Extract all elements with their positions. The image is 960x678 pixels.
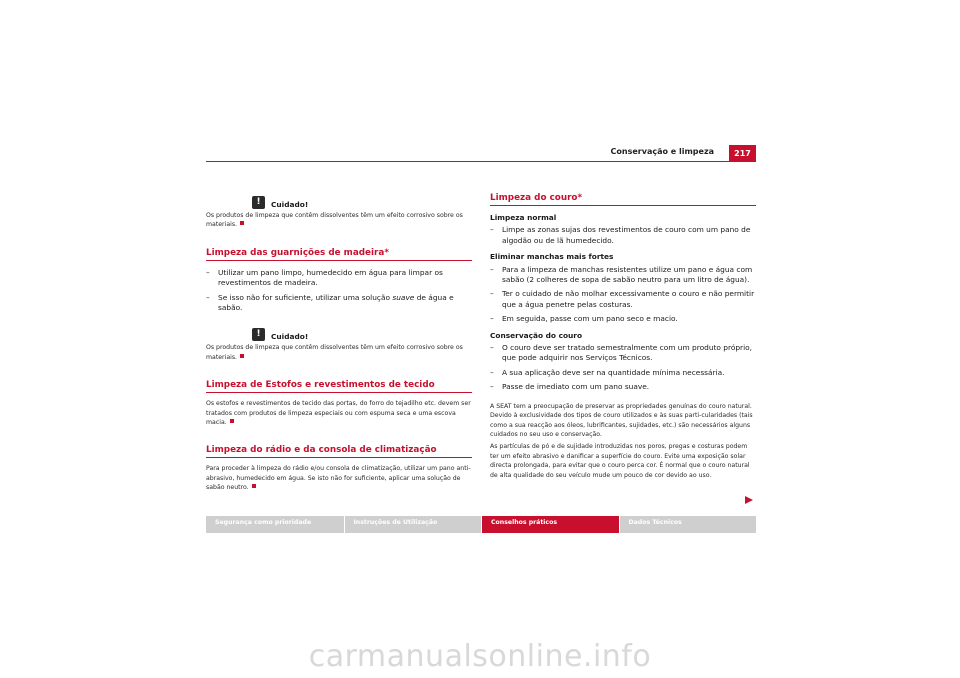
list-item: – Passe de imediato com um pano suave.	[490, 382, 756, 392]
caution-title: Cuidado!	[271, 200, 309, 209]
header-rule	[206, 161, 756, 162]
caution-text: Os produtos de limpeza que contêm dissolventes têm um efeito corrosivo sobre os materiais.	[206, 212, 463, 229]
page-number: 217	[729, 145, 756, 162]
list-item: – Utilizar um pano limpo, humedecido em água para limpar os revestimentos de madeira.	[206, 268, 472, 289]
fabric-text: Os estofos e revestimentos de tecido das portas, do forro do tejadilho etc. devem ser tratados com produtos de limpeza especiais ou com espuma seca e uma escova macia.	[206, 400, 471, 427]
subheading-normal: Limpeza normal	[490, 213, 557, 222]
warning-icon: !	[252, 328, 265, 341]
caution-title: Cuidado!	[271, 332, 309, 342]
page-title: Conservação e limpeza	[610, 147, 714, 156]
section-heading-leather: Limpeza do couro*	[490, 193, 756, 206]
warning-icon: !	[252, 196, 265, 209]
nav-tab-practical-tips[interactable]: Conselhos práticos	[481, 516, 619, 533]
stains-list	[490, 265, 756, 325]
list-item: – Se isso não for suficiente, utilizar uma solução suave de água e sabão.	[206, 293, 472, 314]
nav-tab-technical-data[interactable]: Dados Técnicos	[619, 516, 757, 533]
leather-note-1: A SEAT tem a preocupação de preservar as propriedades genuínas do couro natural. Devido à exclusividade dos tipos de couro utilizados e às suas parti-cularidades (tais como a sua reacção aos óleos, lubrificantes, sujidades, etc.) são necessários alguns cuidados no seu uso e conservação.	[490, 402, 753, 438]
left-column	[206, 193, 472, 493]
list-item: – O couro deve ser tratado semestralmente com um produto próprio, que pode adquirir nos Serviços Técnicos.	[490, 343, 756, 364]
end-marker	[240, 354, 244, 358]
right-column	[490, 193, 756, 480]
subheading-conservation: Conservação do couro	[490, 330, 583, 340]
section-heading-wood: Limpeza das guarnições de madeira*	[206, 248, 472, 261]
radio-text: Para proceder à limpeza do rádio e/ou consola de climatização, utilizar um pano anti-abrasivo, humedecido em água. Se isto não for suficiente, aplicar uma solução de sabão neutro.	[206, 465, 471, 492]
section-heading-radio: Limpeza do rádio e da consola de climatização	[206, 445, 472, 458]
section-heading-fabric: Limpeza de Estofos e revestimentos de tecido	[206, 380, 472, 393]
list-item: – Em seguida, passe com um pano seco e macio.	[490, 314, 756, 324]
wood-list	[206, 268, 472, 314]
end-marker	[230, 419, 234, 423]
subheading-stains: Eliminar manchas mais fortes	[490, 252, 614, 262]
watermark: carmanualsonline.info	[308, 639, 652, 674]
list-item: – Ter o cuidado de não molhar excessivamente o couro e não permitir que a água penetre pelas costuras.	[490, 289, 756, 310]
list-item: – Limpe as zonas sujas dos revestimentos de couro com um pano de algodão ou de lã humedecido.	[490, 225, 756, 246]
end-marker	[252, 484, 256, 488]
list-item: – Para a limpeza de manchas resistentes utilize um pano e água com sabão (2 colheres de sopa de sabão neutro para um litro de água).	[490, 265, 756, 286]
continue-arrow-icon	[745, 496, 753, 504]
normal-list	[490, 225, 756, 246]
list-item: – A sua aplicação deve ser na quantidade mínima necessária.	[490, 368, 756, 378]
leather-note-2: As partículas de pó e de sujidade introduzidas nos poros, pregas e costuras podem ter um efeito abrasivo e danificar a superfície do couro. Evite uma exposição solar directa prolongada, para evitar que o couro perca cor. É normal que o couro natural de alta qualidade do seu veículo mude um pouco de cor devido ao uso.	[490, 443, 750, 479]
caution-box-1	[206, 193, 472, 209]
caution-box-2	[206, 325, 472, 341]
page-header	[206, 145, 756, 162]
nav-tab-safety[interactable]: Segurança como prioridade	[206, 516, 344, 533]
caution-text: Os produtos de limpeza que contêm dissolventes têm um efeito corrosivo sobre os materiais.	[206, 344, 463, 361]
end-marker	[240, 221, 244, 225]
footer-nav	[206, 516, 756, 533]
conservation-list	[490, 343, 756, 393]
nav-tab-instructions[interactable]: Instruções de Utilização	[344, 516, 482, 533]
